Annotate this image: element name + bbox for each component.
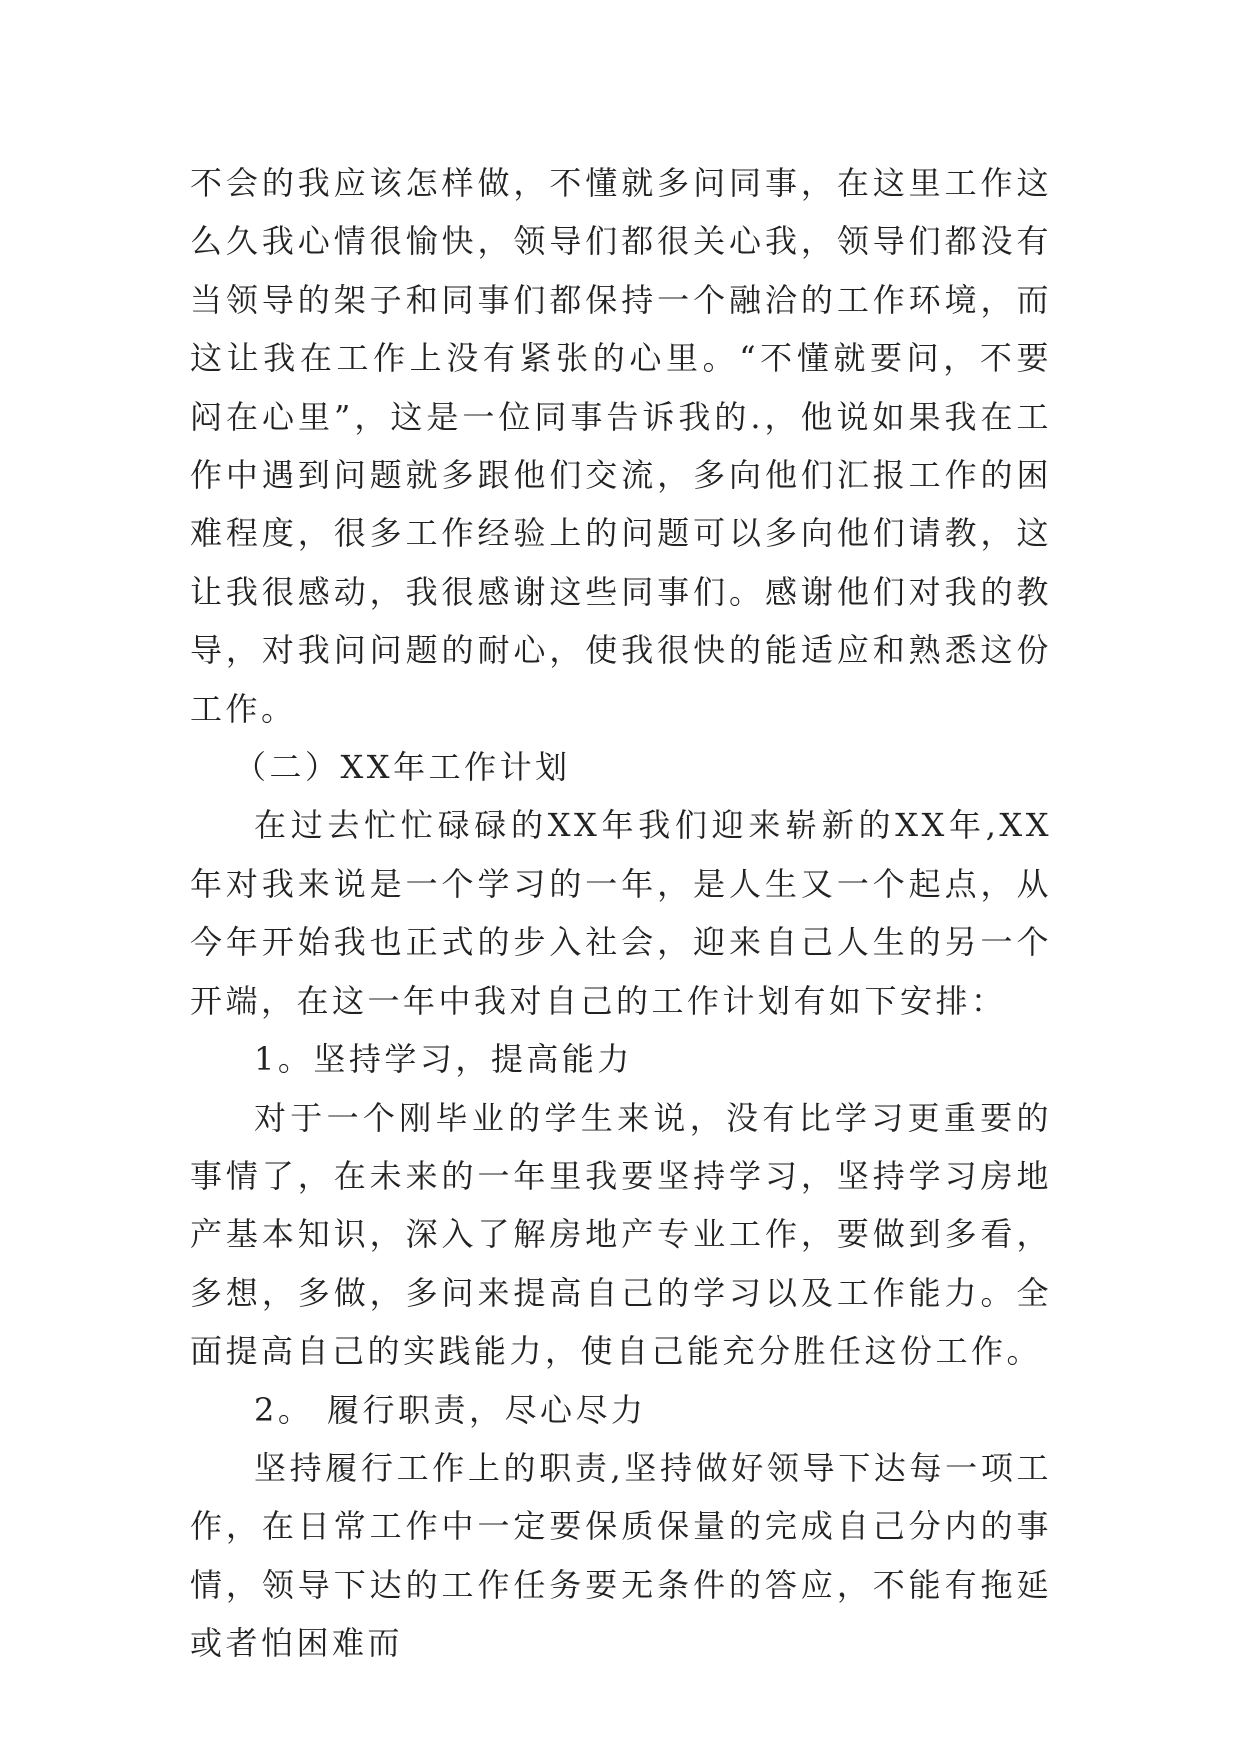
list-item-heading-2: 2。 履行职责，尽心尽力 bbox=[254, 1390, 647, 1429]
document-body bbox=[190, 154, 1052, 1673]
paragraph-colleagues: 不会的我应该怎样做，不懂就多问同事，在这里工作这么久我心情很愉快，领导们都很关心我，领导们都没有当领导的架子和同事们都保持一个融洽的工作环境，而这让我在工作上没有紧张的心里。“不懂就要问，不要闷在心里”，这是一位同事告诉我的.，他说如果我在工作中遇到问题就多跟他们交流，多向他们汇报工作的困难程度，很多工作经验上的问题可以多向他们请教，这让我很感动，我很感谢这些同事们。感谢他们对我的教导，对我问问题的耐心，使我很快的能适应和熟悉这份工作。 bbox=[190, 164, 1052, 728]
paragraph-plan-intro: 在过去忙忙碌碌的XX年我们迎来崭新的XX年,XX年对我来说是一个学习的一年，是人生又一个起点，从今年开始我也正式的步入社会，迎来自己人生的另一个开端，在这一年中我对自己的工作计划有如下安排： bbox=[190, 806, 1052, 1020]
section-heading-work-plan: （二）XX年工作计划 bbox=[234, 748, 571, 787]
paragraph-learning: 对于一个刚毕业的学生来说，没有比学习更重要的事情了，在未来的一年里我要坚持学习，坚持学习房地产基本知识，深入了解房地产专业工作，要做到多看，多想，多做，多问来提高自己的学习以及工作能力。全面提高自己的实践能力，使自己能充分胜任这份工作。 bbox=[190, 1098, 1052, 1371]
list-item-heading-1: 1。坚持学习，提高能力 bbox=[254, 1040, 633, 1079]
paragraph-duties: 坚持履行工作上的职责,坚持做好领导下达每一项工作，在日常工作中一定要保质保量的完成自己分内的事情，领导下达的工作任务要无条件的答应，不能有拖延或者怕困难而 bbox=[190, 1448, 1052, 1663]
